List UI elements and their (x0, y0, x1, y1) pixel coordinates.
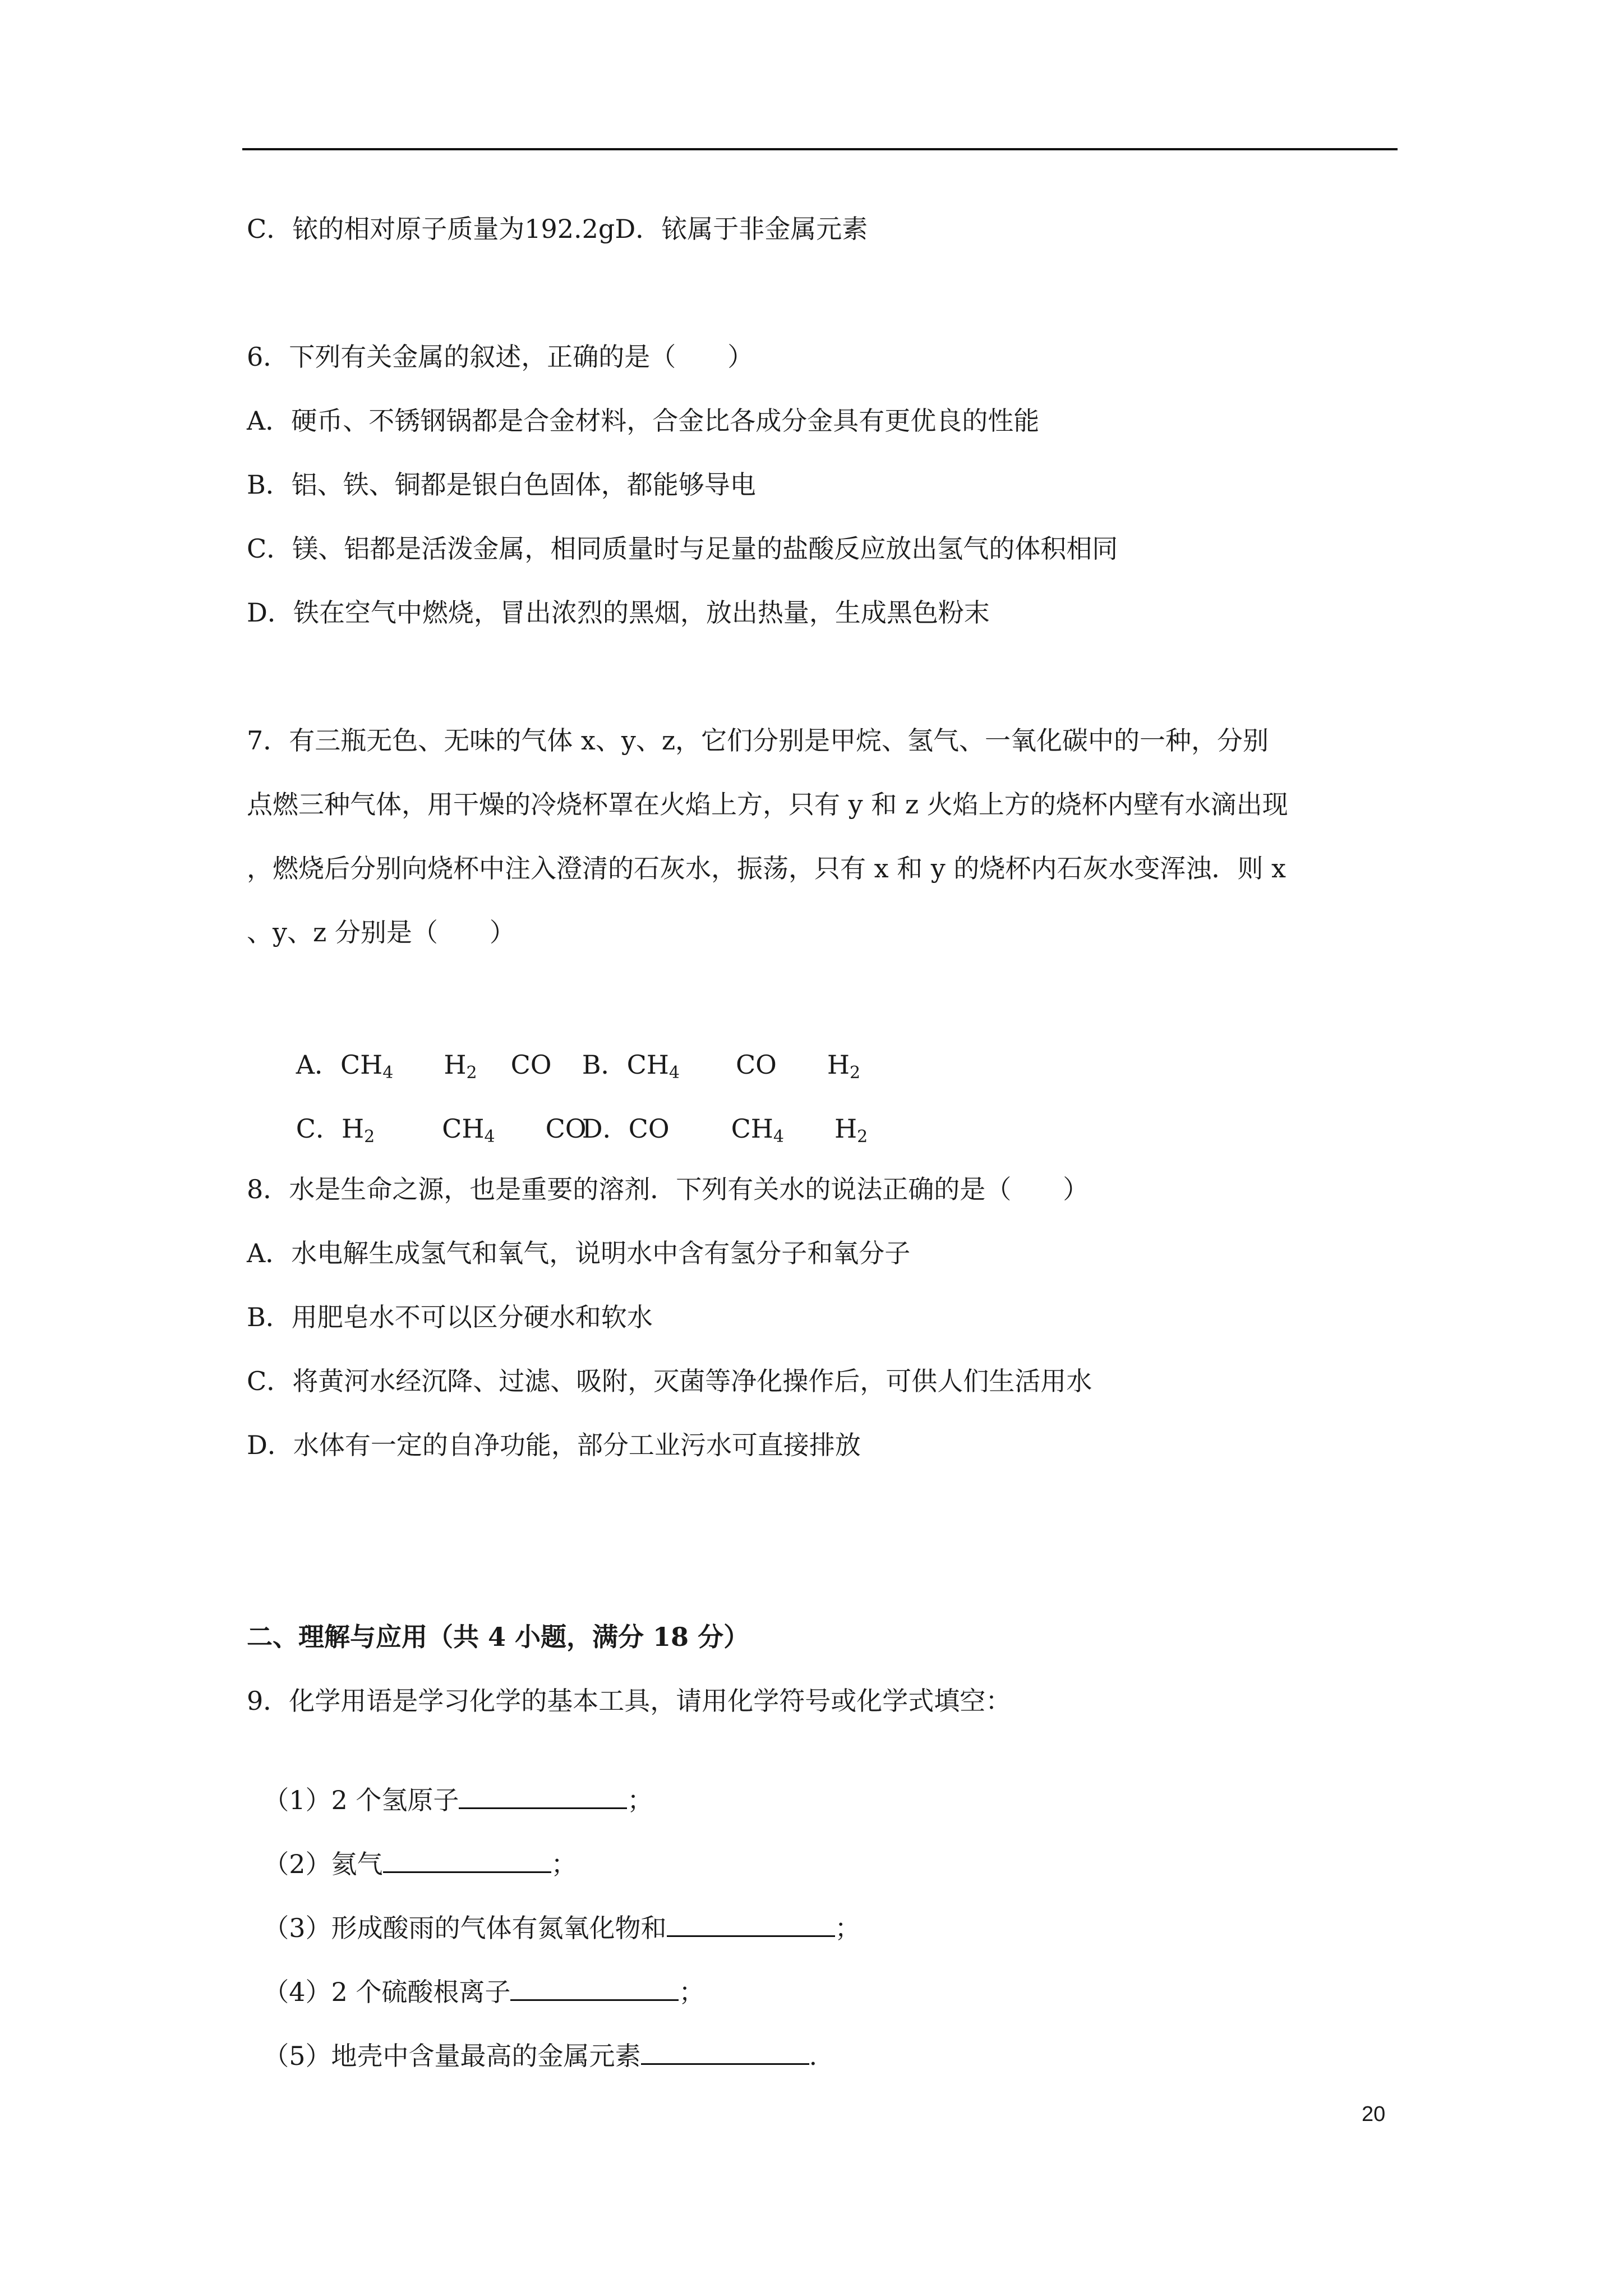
q6-option-b: B．铝、铁、铜都是银白色固体，都能够导电 (247, 470, 756, 500)
q7-stem-line-2: 点燃三种气体，用干燥的冷烧杯罩在火焰上方，只有 y 和 z 火焰上方的烧杯内壁有水滴出现 (247, 789, 1288, 820)
section-heading: 二、理解与应用（共 4 小题，满分 18 分） (247, 1622, 750, 1652)
q6-stem: 6．下列有关金属的叙述，正确的是（ ） (247, 342, 754, 372)
q8-stem: 8．水是生命之源，也是重要的溶剂．下列有关水的说法正确的是（ ） (247, 1174, 1089, 1204)
q9-item-1: （1）2 个氢原子 ； (247, 1748, 653, 1817)
answer-blank-4[interactable] (510, 1973, 679, 2001)
page-number: 20 (1362, 2102, 1386, 2126)
q7-option-c: C．$H_2$ $CH_4$ CO (296, 1114, 587, 1147)
q7-option-b: B．$CH_4$ CO $H_2$ (582, 1050, 861, 1083)
q7-stem-line-1: 7．有三瓶无色、无味的气体 x、y、z，它们分别是甲烷、氢气、一氧化碳中的一种，分别 (247, 725, 1269, 756)
q6-option-d: D．铁在空气中燃烧，冒出浓烈的黑烟，放出热量，生成黑色粉末 (247, 597, 990, 628)
answer-blank-1[interactable] (459, 1782, 627, 1809)
q9-item-2: （2）氦气 ； (247, 1812, 577, 1881)
answer-blank-2[interactable] (383, 1846, 551, 1873)
answer-blank-3[interactable] (667, 1910, 835, 1937)
q8-option-d: D．水体有一定的自净功能，部分工业污水可直接排放 (247, 1430, 861, 1460)
q9-item-5: （5）地壳中含量最高的金属元素 . (247, 2004, 817, 2073)
q7-stem-line-3: ，燃烧后分别向烧杯中注入澄清的石灰水，振荡，只有 x 和 y 的烧杯内石灰水变浑浊．则 x (247, 853, 1286, 884)
q8-option-b: B．用肥皂水不可以区分硬水和软水 (247, 1302, 653, 1332)
q7-stem-line-4: 、y、z 分别是（ ） (247, 917, 515, 947)
q7-option-a: A．$CH_4$ $H_2$ CO (296, 1050, 552, 1083)
q8-option-a: A．水电解生成氢气和氧气，说明水中含有氢分子和氧分子 (247, 1238, 911, 1268)
q6-option-c: C．镁、铝都是活泼金属，相同质量时与足量的盐酸反应放出氢气的体积相同 (247, 533, 1118, 564)
q5-options-tail: C．铱的相对原子质量为192.2gD．铱属于非金属元素 (247, 214, 868, 244)
q6-option-a: A．硬币、不锈钢锅都是合金材料，合金比各成分金具有更优良的性能 (247, 406, 1040, 436)
q9-stem: 9．化学用语是学习化学的基本工具，请用化学符号或化学式填空： (247, 1686, 1012, 1716)
q9-item-3: （3）形成酸雨的气体有氮氧化物和 ； (247, 1876, 861, 1945)
answer-blank-5[interactable] (641, 2037, 809, 2065)
q7-option-d: D．CO $CH_4$ $H_2$ (582, 1114, 868, 1147)
header-rule (242, 148, 1398, 150)
q9-item-4: （4）2 个硫酸根离子 ； (247, 1940, 704, 2009)
q7-options-cd (247, 1045, 868, 1179)
q8-option-c: C．将黄河水经沉降、过滤、吸附，灭菌等净化操作后，可供人们生活用水 (247, 1366, 1092, 1396)
